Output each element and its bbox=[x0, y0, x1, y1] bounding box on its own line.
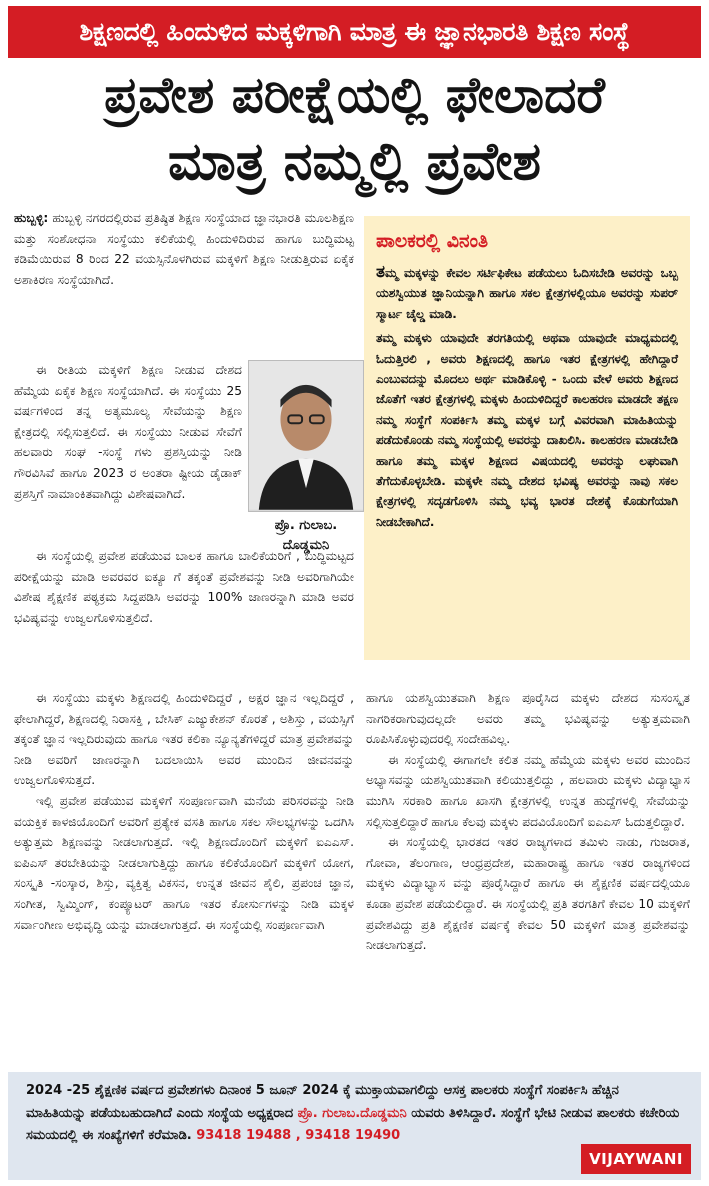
article-column-left-bottom bbox=[14, 688, 354, 935]
newspaper-brand-logo: VIJAYWANI bbox=[581, 1144, 691, 1175]
admission-notice-footer bbox=[8, 1072, 701, 1180]
article-paragraph-4: ಈ ಸಂಸ್ಥೆಯು ಮಕ್ಕಳು ಶಿಕ್ಷಣದಲ್ಲಿ ಹಿಂದುಳಿದಿದ್ದರೆ , ಅಕ್ಷರ ಜ್ಞಾನ ಇಲ್ಲದಿದ್ದರೆ , ಫೇಲಾಗಿದ್ದರೆ, ಶಿಕ್ಷಣದಲ್ಲಿ ನಿರಾಸಕ್ತಿ , ಬೇಸಿಕ್ ಎಜ್ಯುಕೇಶನ್ ಕೊರತೆ , ಅಶಿಸ್ತು , ವಯಸ್ಸಿಗೆ ತಕ್ಕಂತೆ ಜ್ಞಾನ ಇಲ್ಲದಿರುವುದು ಹಾಗೂ ಇತರ ಕಲಿಕಾ ನ್ಯೂನ್ಯತೆಗಳಿದ್ದರೆ ಮಾತ್ರ ಪ್ರವೇಶವನ್ನು ನೀಡಿ ಅವರಿಗೆ ಜಾಣರನ್ನಾಗಿ ಬದಲಾಯಿಸಿ ಅವರ ಮುಂದಿನ ಜೀವನವನ್ನು ಉಜ್ವಲಗೊಳಿಸುತ್ತದೆ. bbox=[14, 691, 354, 788]
article-right-paragraph-3: ಈ ಸಂಸ್ಥೆಯಲ್ಲಿ ಭಾರತದ ಇತರ ರಾಜ್ಯಗಳಾದ ತಮಿಳು ನಾಡು, ಗುಜರಾತ, ಗೋವಾ, ತೆಲಂಗಾಣ, ಆಂಧ್ರಪ್ರದೇಶ, ಮಹಾರಾಷ್ಟ್ರ ಹಾಗೂ ಇತರ ರಾಜ್ಯಗಳಿಂದ ಮಕ್ಕಳು ವಿದ್ಯಾಭ್ಯಾಸ ವನ್ನು ಪೂರೈಸಿದ್ದಾರೆ ಹಾಗೂ ಈ ಶೈಕ್ಷಣಿಕ ವರ್ಷದಲ್ಲಿಯೂ ಕೂಡಾ ಪ್ರವೇಶ ಪಡೆಯಲಿದ್ದಾರೆ. ಈ ಸಂಸ್ಥೆಯಲ್ಲಿ ಪ್ರತಿ ತರಗತಿಗೆ ಕೇವಲ 10 ಮಕ್ಕಳಿಗೆ ಪ್ರವೇಶವಿದ್ದು ಪ್ರತಿ ಶೈಕ್ಷಣಿಕ ವರ್ಷಕ್ಕೆ ಕೇವಲ 50 ಮಕ್ಕಳಿಗೆ ಮಾತ್ರ ಪ್ರವೇಶವನ್ನು ನೀಡಲಾಗುತ್ತದೆ. bbox=[366, 835, 690, 953]
appeal-body bbox=[376, 262, 678, 532]
footer-president-name: ಪ್ರೊ. ಗುಲಾಬ.ದೊಡ್ಡಮನಿ bbox=[297, 1105, 407, 1121]
article-paragraph-5: ಇಲ್ಲಿ ಪ್ರವೇಶ ಪಡೆಯುವ ಮಕ್ಕಳಿಗೆ ಸಂಪೂರ್ಣವಾಗಿ ಮನೆಯ ಪರಿಸರವನ್ನು ನೀಡಿ ವಯಕ್ತಿಕ ಕಾಳಜಿಯೊಂದಿಗೆ ಅವರಿಗೆ ಪ್ರತ್ಯೇಕ ವಸತಿ ಹಾಗೂ ಸಕಲ ಸೌಲಭ್ಯಗಳನ್ನು ಒದಗಿಸಿ ಅತ್ಯುತ್ತಮ ಶಿಕ್ಷಣವನ್ನು ನೀಡಲಾಗುತ್ತದೆ. ಇಲ್ಲಿ ಶಿಕ್ಷಣದೊಂದಿಗೆ ಮಕ್ಕಳಿಗೆ ಐಎಎಸ್. ಐಪಿಎಸ್ ತರಬೇತಿಯನ್ನು ನೀಡಲಾಗುತ್ತಿದ್ದು ಹಾಗೂ ಕಲಿಕೆಯೊಂದಿಗೆ ಮಕ್ಕಳಿಗೆ ಯೋಗ, ಸಂಸ್ಕೃತಿ -ಸಂಸ್ಕಾರ, ಶಿಸ್ತು, ವ್ಯಕ್ತಿತ್ವ ವಿಕಸನ, ಉನ್ನತ ಜೀವನ ಶೈಲಿ, ಪ್ರಪಂಚ ಜ್ಞಾನ, ಸಂಗೀತ, ಸ್ವಿಮ್ಮಿಂಗ್, ಕಂಪ್ಯೂಟರ್ ಹಾಗೂ ಇತರ ಕೋರ್ಸುಗಳನ್ನು ನೀಡಿ ಮಕ್ಕಳ ಸರ್ವಾಂಗೀಣ ಅಭಿವೃದ್ಧಿ ಯನ್ನು ಮಾಡಲಾಗುತ್ತದೆ. ಈ ಸಂಸ್ಥೆಯಲ್ಲಿ ಸಂಪೂರ್ಣವಾಗಿ bbox=[14, 793, 354, 932]
top-banner bbox=[8, 6, 701, 58]
article-column-left-lower bbox=[14, 546, 354, 628]
footer-text-2: ಯವರು ತಿಳಿಸಿದ್ದಾರೆ. ಸಂಸ್ಥೆಗೆ ಭೇಟಿ ನೀಡುವ ಪಾಲಕರು ಕಚೇರಿಯ ಸಮಯದಲ್ಲಿ ಈ ಸಂಖ್ಯೆಗಳಿಗೆ ಕರೆಮಾಡಿ. bbox=[26, 1105, 680, 1143]
article-right-paragraph-1: ಹಾಗೂ ಯಶಸ್ವಿಯುತವಾಗಿ ಶಿಕ್ಷಣ ಪೂರೈಸಿದ ಮಕ್ಕಳು ದೇಶದ ಸುಸಂಸ್ಕೃತ ನಾಗರಿಕರಾಗುವುದಲ್ಲದೇ ಅವರು ತಮ್ಮ ಭವಿಷ್ಯವನ್ನು ಅತ್ಯುತ್ತಮವಾಗಿ ರೂಪಿಸಿಕೊಳ್ಳುವುದರಲ್ಲಿ ಸಂದೇಹವಿಲ್ಲ. bbox=[366, 691, 690, 747]
article-right-paragraph-2: ಈ ಸಂಸ್ಥೆಯಲ್ಲಿ ಈಗಾಗಲೇ ಕಲಿತ ನಮ್ಮ ಹೆಮ್ಮೆಯ ಮಕ್ಕಳು ಅವರ ಮುಂದಿನ ಅಭ್ಯಾಸವನ್ನು ಯಶಸ್ವಿಯುತವಾಗಿ ಕಲಿಯುತ್ತಲಿದ್ದು , ಹಲವಾರು ಮಕ್ಕಳು ವಿದ್ಯಾಭ್ಯಾಸ ಮುಗಿಸಿ ಸರಕಾರಿ ಹಾಗೂ ಖಾಸಗಿ ಕ್ಷೇತ್ರಗಳಲ್ಲಿ ಉನ್ನತ ಹುದ್ದೆಗಳಲ್ಲಿ ಸೇವೆಯನ್ನು ಸಲ್ಲಿಸುತ್ತಲಿದ್ದಾರೆ ಹಾಗೂ ಕೆಲವು ಮಕ್ಕಳು ಪದವಿಯೊಂದಿಗೆ ಐಎಎಸ್ ಓದುತ್ತಲಿದ್ದಾರೆ. bbox=[366, 752, 690, 829]
dateline: ಹುಬ್ಬಳ್ಳಿ: bbox=[14, 211, 49, 225]
author-photo bbox=[248, 360, 364, 512]
article-column-left bbox=[14, 208, 354, 290]
appeal-title: ಪಾಲಕರಲ್ಲಿ ವಿನಂತಿ bbox=[376, 230, 489, 252]
appeal-paragraph-1 bbox=[376, 262, 678, 324]
person-photo-icon bbox=[249, 360, 363, 511]
photo-caption-line-1: ಪ್ರೊ. ಗುಲಾಬ. bbox=[274, 518, 338, 533]
appeal-paragraph-1-text: ಮ್ಮ ಮಕ್ಕಳನ್ನು ಕೇವಲ ಸರ್ಟಿಫಿಕೇಟ ಪಡೆಯಲು ಓದಿಸಬೇಡಿ ಅವರನ್ನು ಒಬ್ಬ ಯಶಸ್ವಿಯುತ ಜ್ಞಾನಿಯನ್ನಾಗಿ ಹಾಗೂ ಸಕಲ ಕ್ಷೇತ್ರಗಳಲ್ಲಿಯೂ ಅವರನ್ನು ಸುಪರ್ ಸ್ಮಾರ್ಟ ಚೈಲ್ಡ ಮಾಡಿ. bbox=[376, 266, 678, 321]
appeal-paragraph-2: ತಮ್ಮ ಮಕ್ಕಳು ಯಾವುದೇ ತರಗತಿಯಲ್ಲಿ ಅಥವಾ ಯಾವುದೇ ಮಾಧ್ಯಮದಲ್ಲಿ ಓದುತ್ತಿರಲಿ , ಅವರು ಶಿಕ್ಷಣದಲ್ಲಿ ಹಾಗೂ ಇತರ ಕ್ಷೇತ್ರಗಳಲ್ಲಿ ಹೇಗಿದ್ದಾರೆ ಎಂಬುವದನ್ನು ಮೊದಲು ಅರ್ಥ ಮಾಡಿಕೊಳ್ಳಿ - ಒಂದು ವೇಳೆ ಅವರು ಶಿಕ್ಷಣದ ಜೊತೆಗೆ ಇತರ ಕ್ಷೇತ್ರಗಳಲ್ಲಿ ಮಕ್ಕಳು ಹಿಂದುಳಿದಿದ್ದರೆ ಕಾಲಹರಣ ಮಾಡದೇ ತಕ್ಷಣ ನಮ್ಮ ಸಂಸ್ಥೆಗೆ ಸಂಪರ್ಕಿಸಿ ತಮ್ಮ ಮಕ್ಕಳ ಬಗ್ಗೆ ವಿವರವಾಗಿ ಮಾಹಿತಿಯನ್ನು ಪಡೆದುಕೊಂಡು ನಮ್ಮ ಸಂಸ್ಥೆಯಲ್ಲಿ ಅವರನ್ನು ದಾಖಲಿಸಿ. ಕಾಲಹರಣ ಮಾಡಬೇಡಿ ಹಾಗೂ ತಮ್ಮ ಮಕ್ಕಳ ಶಿಕ್ಷಣದ ವಿಷಯದಲ್ಲಿ ಅವರನ್ನು ಲಘುವಾಗಿ ತೆಗೆದುಕೊಳ್ಳಬೇಡಿ. ಮಕ್ಕಳೇ ನಮ್ಮ ದೇಶದ ಭವಿಷ್ಯ ಅವರನ್ನು ನಾವು ಸಕಲ ಕ್ಷೇತ್ರಗಳಲ್ಲಿ ಸದೃಡಗೊಳಿಸಿ ನಮ್ಮ ಭವ್ಯ ಭಾರತ ದೇಶಕ್ಕೆ ಕೊಡುಗೆಯಾಗಿ ನೀಡಬೇಕಾಗಿದೆ. bbox=[376, 331, 678, 529]
appeal-dropcap: ತ bbox=[376, 262, 386, 282]
article-column-right bbox=[366, 688, 690, 956]
parents-appeal-box bbox=[364, 216, 690, 660]
headline-line-2: ಮಾತ್ರ ನಮ್ಮಲ್ಲಿ ಪ್ರವೇಶ bbox=[167, 132, 542, 192]
footer-text-1: 2024 -25 ಶೈಕ್ಷಣಿಕ ವರ್ಷದ ಪ್ರವೇಶಗಳು ದಿನಾಂಕ 5 ಜೂನ್ 2024 ಕ್ಕೆ ಮುಕ್ತಾಯವಾಗಲಿದ್ದು ಆಸಕ್ತ ಪಾಲಕರು ಸಂಸ್ಥೆಗೆ ಸಂಪರ್ಕಿಸಿ ಹೆಚ್ಚಿನ ಮಾಹಿತಿಯನ್ನು ಪಡೆಯಬಹುದಾಗಿದೆ ಎಂದು ಸಂಸ್ಥೆಯ ಅಧ್ಯಕ್ಷರಾದ bbox=[26, 1083, 619, 1121]
banner-text: ಶಿಕ್ಷಣದಲ್ಲಿ ಹಿಂದುಳಿದ ಮಕ್ಕಳಿಗಾಗಿ ಮಾತ್ರ ಈ ಜ್ಞಾನಭಾರತಿ ಶಿಕ್ಷಣ ಸಂಸ್ಥೆ bbox=[79, 17, 630, 46]
article-paragraph-1 bbox=[14, 208, 354, 290]
article-column-left-beside-photo bbox=[14, 360, 242, 504]
article-paragraph-1-text: ಹುಬ್ಬಳ್ಳಿ ನಗರದಲ್ಲಿರುವ ಪ್ರತಿಷ್ಠಿತ ಶಿಕ್ಷಣ ಸಂಸ್ಥೆಯಾದ ಜ್ಞಾನಭಾರತಿ ಮೂಲಶಿಕ್ಷಣ ಮತ್ತು ಸಂಶೋಧನಾ ಸಂಸ್ಥೆಯು ಕಲಿಕೆಯಲ್ಲಿ ಹಿಂದುಳಿದಿರುವ ಹಾಗೂ ಬುದ್ಧಿಮಟ್ಟ ಕಡಿಮೆಯಿರುವ 8 ರಿಂದ 22 ವಯಸ್ಸಿನೊಳಗಿರುವ ಮಕ್ಕಳಿಗೆ ಶಿಕ್ಷಣ ನೀಡುತ್ತಿರುವ ಏಕೈಕ ಅಶಾಕಿರಣ ಸಂಸ್ಥೆಯಾಗಿದೆ. bbox=[14, 211, 354, 287]
photo-caption-line-2: ದೊಡ್ಡಮನಿ bbox=[282, 538, 330, 553]
footer-phone-numbers: 93418 19488 , 93418 19490 bbox=[196, 1128, 401, 1143]
article-paragraph-3: ಈ ಸಂಸ್ಥೆಯಲ್ಲಿ ಪ್ರವೇಶ ಪಡೆಯುವ ಬಾಲಕ ಹಾಗೂ ಬಾಲಿಕೆಯರಿಗೆ , ಬುದ್ಧಿಮಟ್ಟದ ಪರೀಕ್ಷೆಯನ್ನು ಮಾಡಿ ಅವರವರ ಐಕ್ಯೂ ಗೆ ತಕ್ಕಂತೆ ಪ್ರವೇಶವನ್ನು ನೀಡಿ ಅವರಿಗಾಗಿಯೇ ವಿಶೇಷ ಶೈಕ್ಷಣಿಕ ಪಠ್ಯಕ್ರಮ ಸಿದ್ದಪಡಿಸಿ ಅವರನ್ನು 100% ಜಾಣರನ್ನಾಗಿ ಮಾಡಿ ಅವರ ಭವಿಷ್ಯವನ್ನು ಉಜ್ವಲಗೊಳಿಸುತ್ತಲಿದೆ. bbox=[14, 549, 354, 625]
article-paragraph-2: ಈ ರೀತಿಯ ಮಕ್ಕಳಿಗೆ ಶಿಕ್ಷಣ ನೀಡುವ ದೇಶದ ಹೆಮ್ಮೆಯ ಏಕೈಕ ಶಿಕ್ಷಣ ಸಂಸ್ಥೆಯಾಗಿದೆ. ಈ ಸಂಸ್ಥೆಯು 25 ವರ್ಷಗಳಿಂದ ತನ್ನ ಅತ್ಯಮೂಲ್ಯ ಸೇವೆಯನ್ನು ಶಿಕ್ಷಣ ಕ್ಷೇತ್ರದಲ್ಲಿ ಸಲ್ಲಿಸುತ್ತಲಿದೆ. ಈ ಸಂಸ್ಥೆಯು ನೀಡುವ ಸೇವೆಗೆ ಹಲವಾರು ಸಂಘ -ಸಂಸ್ಥೆ ಗಳು ಪ್ರಶಸ್ತಿಯನ್ನು ನೀಡಿ ಗೌರವಿಸಿವೆ ಹಾಗೂ 2023 ರ ಅಂತರಾ ಷ್ಟೀಯ ಡೈಡಾಕ್ ಪ್ರಶಸ್ತಿಗೆ ನಾಮಾಂಕಿತವಾಗಿದ್ದು ವಿಶೇಷವಾಗಿದೆ. bbox=[14, 363, 242, 501]
headline-line-1: ಪ್ರವೇಶ ಪರೀಕ್ಷೆಯಲ್ಲಿ ಫೇಲಾದರೆ bbox=[104, 66, 605, 124]
